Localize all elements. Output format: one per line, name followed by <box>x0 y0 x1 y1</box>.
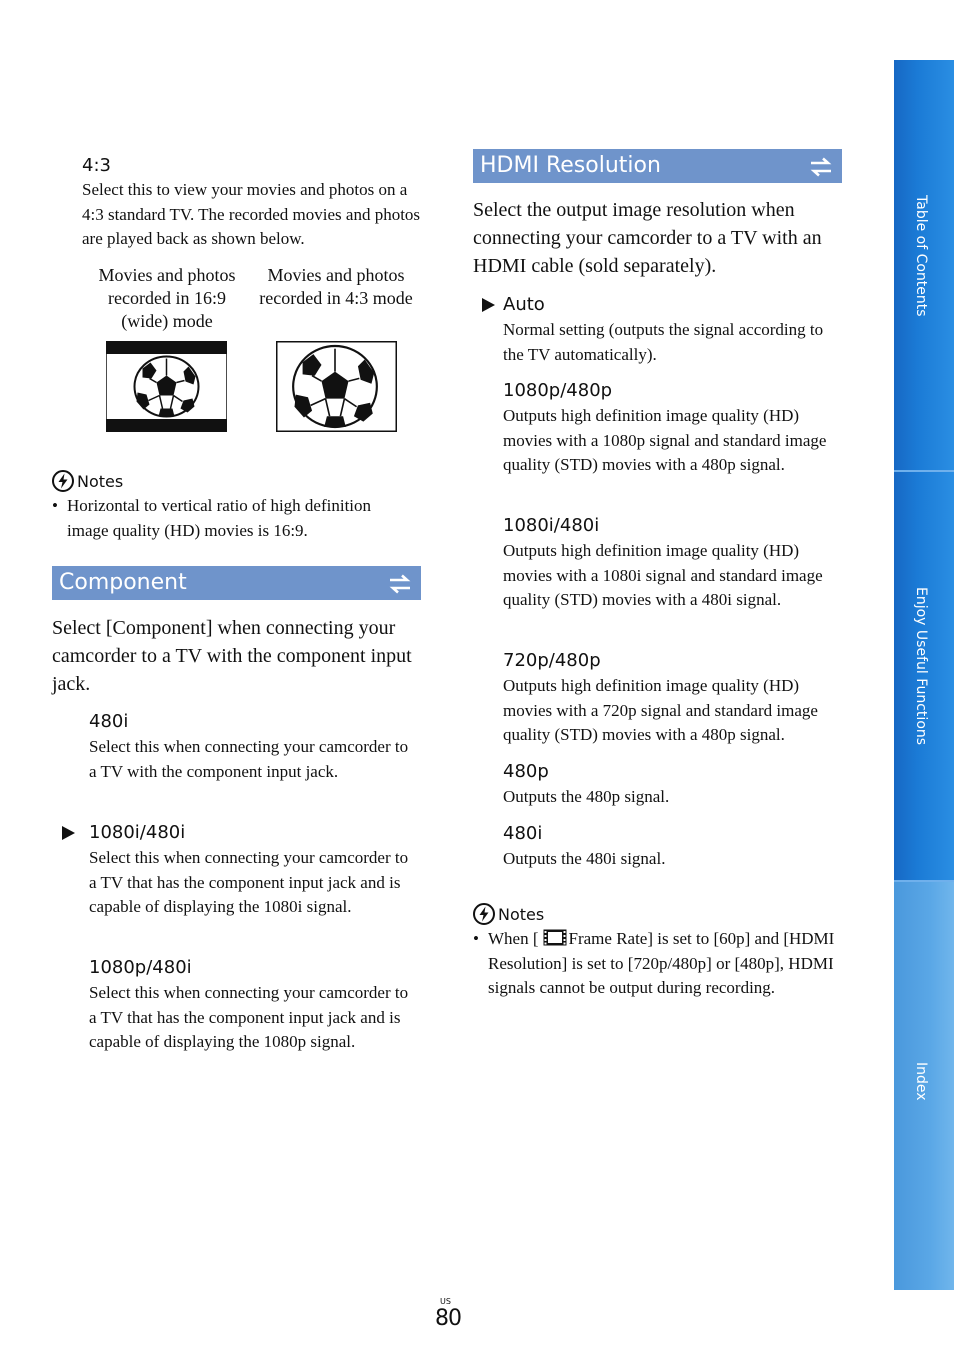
note-item <box>488 927 840 1001</box>
sidebar-tab-table-of-contents[interactable] <box>894 60 954 470</box>
hdmi-option-body: Outputs high definition image quality (HD) movies with a 1080i signal and standard image quality (STD) movies with a 480i signal. <box>503 541 823 609</box>
sidebar-tab-label: Enjoy Useful Functions <box>913 587 929 746</box>
sidebar-tab-index[interactable] <box>894 880 954 1290</box>
note-prefix: When [ <box>488 929 539 948</box>
note-rest: Frame Rate] is set to [60p] and [HDMI Resolution] is set to [720p/480p] or [480p], HDMI signals cannot be output during recording. <box>488 929 835 997</box>
triangle-right-icon <box>62 826 75 845</box>
component-option-title: 480i <box>89 711 129 732</box>
film-frame-icon <box>543 929 567 946</box>
swap-arrows-icon <box>809 155 833 177</box>
sidebar-tab-label: Index <box>913 1062 929 1101</box>
component-option-body: Select this when connecting your camcorder to a TV that has the component input jack and is capable of displaying the 1080p signal. <box>89 983 409 1051</box>
component-lead: Select [Component] when connecting your camcorder to a TV with the component input jack. <box>52 617 412 695</box>
hdmi-option-title: 1080p/480p <box>503 380 613 401</box>
hdmi-option-title: 720p/480p <box>503 650 601 671</box>
component-option-title: 1080p/480i <box>89 957 192 978</box>
sidebar-tab-enjoy-useful-functions[interactable] <box>894 470 954 880</box>
notes-icon <box>52 470 74 492</box>
notes-heading <box>473 903 544 926</box>
ratio-option-title: 4:3 <box>82 155 111 176</box>
notes-heading-label: Notes <box>498 905 545 924</box>
component-option-title: 1080i/480i <box>89 822 186 843</box>
page-number: 80 <box>435 1306 461 1331</box>
hdmi-option-body: Outputs the 480i signal. <box>503 849 666 868</box>
hdmi-option-title: 1080i/480i <box>503 515 600 536</box>
swap-arrows-icon <box>388 572 412 594</box>
hdmi-option-title: Auto <box>503 294 545 315</box>
notes-heading-label: Notes <box>77 472 124 491</box>
bullet-dot: • <box>473 929 479 948</box>
notes-icon <box>473 903 495 925</box>
sidebar-tab-label: Table of Contents <box>913 195 929 317</box>
caption-169-mode: Movies and photos recorded in 16:9 (wide) mode <box>98 265 236 331</box>
bullet-dot: • <box>52 496 58 515</box>
component-option-body: Select this when connecting your camcorder to a TV that has the component input jack and is capable of displaying the 1080i signal. <box>89 848 409 916</box>
ratio-option-body: Select this to view your movies and photos on a 4:3 standard TV. The recorded movies and photos are played back as shown below. <box>82 180 421 248</box>
hdmi-lead: Select the output image resolution when connecting your camcorder to a TV with an HDMI cable (sold separately). <box>473 199 822 277</box>
component-option-body: Select this when connecting your camcorder to a TV with the component input jack. <box>89 737 409 781</box>
hdmi-option-body: Normal setting (outputs the signal according to the TV automatically). <box>503 320 824 364</box>
caption-43-mode: Movies and photos recorded in 4:3 mode <box>259 265 413 308</box>
section-header-component <box>52 566 421 600</box>
section-title: HDMI Resolution <box>480 153 661 178</box>
triangle-right-icon <box>482 298 495 317</box>
hdmi-option-body: Outputs the 480p signal. <box>503 787 670 806</box>
section-header-hdmi-resolution <box>473 149 842 183</box>
hdmi-option-title: 480p <box>503 761 549 782</box>
full-frame-illustration <box>276 341 397 432</box>
hdmi-option-body: Outputs high definition image quality (HD) movies with a 720p signal and standard image quality (STD) movies with a 480p signal. <box>503 676 818 744</box>
hdmi-option-title: 480i <box>503 823 543 844</box>
section-title: Component <box>59 570 187 595</box>
notes-heading <box>52 470 123 493</box>
note-item: Horizontal to vertical ratio of high definition image quality (HD) movies is 16:9. <box>67 496 372 540</box>
hdmi-option-body: Outputs high definition image quality (HD) movies with a 1080p signal and standard image quality (STD) movies with a 480p signal. <box>503 406 827 474</box>
page-region: US <box>440 1297 451 1306</box>
letterbox-illustration <box>106 341 227 432</box>
